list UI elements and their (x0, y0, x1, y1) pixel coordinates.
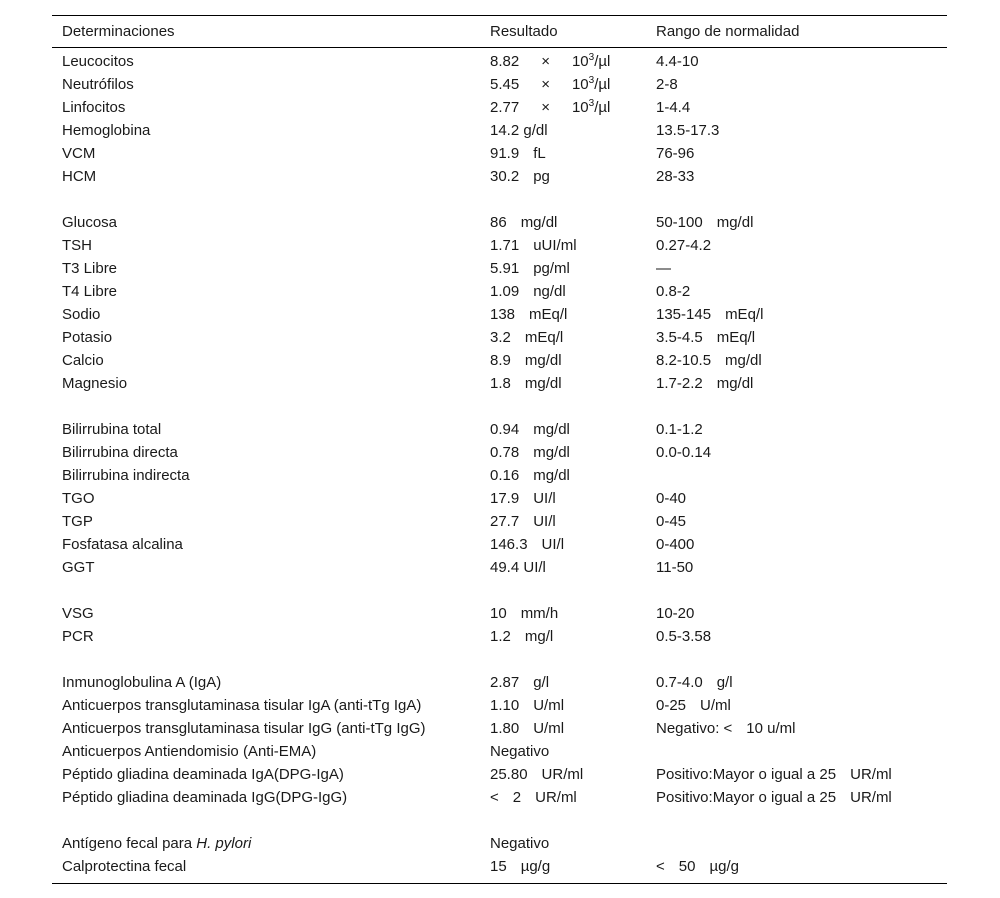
row-range: 4.4-10 (656, 53, 699, 70)
row-result (490, 694, 564, 717)
row-range (656, 694, 731, 717)
range-value: 10-20 (656, 605, 695, 622)
table-header (52, 16, 947, 47)
result-unit: UI/l (533, 513, 556, 530)
row-name: Potasio (62, 329, 113, 346)
range-unit: g/l (716, 674, 733, 691)
row-name: Fosfatasa alcalina (62, 536, 183, 553)
row-name: HCM (62, 168, 97, 185)
row-name: T4 Libre (62, 283, 118, 300)
row-name: Leucocitos (62, 53, 134, 70)
row-range (656, 234, 711, 257)
result-value: 0.16 (490, 467, 520, 484)
result-value: 91.9 (490, 145, 520, 162)
range-unit: µg/g (709, 858, 739, 875)
row-result (490, 142, 546, 165)
range-unit: 10 u/ml (746, 720, 796, 737)
row-name: T3 Libre (62, 260, 118, 277)
result-unit: 2 (512, 789, 522, 806)
row-result: $2.77 \times 10^3/\mu l$ (490, 98, 611, 116)
row-result (490, 740, 549, 763)
row-name: Neutrófilos (62, 76, 134, 93)
row-range (656, 510, 686, 533)
range-value: 0.1-1.2 (656, 421, 703, 438)
row-result (490, 487, 556, 510)
row-result (490, 211, 557, 234)
row-result (490, 464, 570, 487)
result-unit: mg/dl (533, 444, 570, 461)
range-unit: mEq/l (725, 306, 764, 323)
row-range (656, 349, 762, 372)
table-row (52, 142, 947, 165)
result-value: 49.4 UI/l (490, 559, 546, 576)
range-unit: U/ml (700, 697, 731, 714)
range-value: 3.5-4.5 (656, 329, 703, 346)
result-value: 10 (490, 605, 507, 622)
range-value: — (656, 260, 671, 277)
row-result (490, 717, 564, 740)
row-name: Péptido gliadina deaminada IgG(DPG-IgG) (62, 789, 348, 806)
table-row (52, 257, 947, 280)
result-value: 146.3 (490, 536, 528, 553)
row-result (490, 257, 570, 280)
range-value: 0-45 (656, 513, 687, 530)
row-range (656, 119, 719, 142)
row-range (656, 303, 763, 326)
result-value: 2.87 (490, 674, 520, 691)
result-value: 15 (490, 858, 507, 875)
row-name: Anticuerpos transglutaminasa tisular IgG (anti-tTg IgG) (62, 720, 426, 737)
row-name: Glucosa (62, 214, 118, 231)
result-value: 1.2 (490, 628, 511, 645)
range-value: 0.8-2 (656, 283, 691, 300)
range-unit: mg/dl (716, 214, 754, 231)
table-row (52, 280, 947, 303)
result-value: 1.8 (490, 375, 511, 392)
range-value: 135-145 (656, 306, 712, 323)
result-unit: mg/dl (524, 352, 562, 369)
result-unit: pg/ml (533, 260, 570, 277)
row-result (490, 625, 553, 648)
table-row (52, 303, 947, 326)
section-spacer (52, 579, 947, 602)
row-range (656, 602, 694, 625)
table-row (52, 602, 947, 625)
row-result (490, 234, 577, 257)
range-value: Negativo: < (656, 720, 733, 737)
row-range (656, 625, 711, 648)
result-unit: mEq/l (529, 306, 568, 323)
result-value: 0.78 (490, 444, 520, 461)
range-lt: < (656, 858, 665, 875)
result-unit: mg/dl (533, 467, 570, 484)
row-name: TSH (62, 237, 92, 254)
row-range (656, 280, 690, 303)
table-row (52, 211, 947, 234)
table-row (52, 96, 947, 119)
table-row (52, 119, 947, 142)
result-value: 1.10 (490, 697, 520, 714)
range-value: 76-96 (656, 145, 695, 162)
row-range (656, 786, 892, 809)
row-range (656, 671, 733, 694)
range-value: 0-400 (656, 536, 695, 553)
row-range (656, 142, 694, 165)
row-result (490, 533, 564, 556)
row-result: Negativo (490, 835, 550, 852)
row-range (656, 257, 671, 280)
row-name: Inmunoglobulina A (IgA) (62, 674, 222, 691)
range-unit: mg/dl (725, 352, 762, 369)
row-range: 2-8 (656, 76, 678, 93)
table-row (52, 763, 947, 786)
result-value: < (490, 789, 499, 806)
row-result (490, 763, 583, 786)
result-unit: UI/l (541, 536, 565, 553)
row-name: TGP (62, 513, 93, 530)
result-unit: fL (533, 145, 546, 162)
table-row (52, 372, 947, 395)
result-unit: mg/dl (524, 375, 562, 392)
header-rango: Rango de normalidad (656, 23, 800, 40)
row-range (656, 165, 694, 188)
header-resultado: Resultado (490, 23, 558, 40)
table-row (52, 349, 947, 372)
row-name: GGT (62, 559, 95, 576)
table-row (52, 671, 947, 694)
result-unit: mm/h (520, 605, 559, 622)
range-unit: UR/ml (850, 766, 892, 783)
row-name: Calcio (62, 352, 104, 369)
range-value: 50 (678, 858, 696, 875)
row-name: Anticuerpos Antiendomisio (Anti-EMA) (62, 743, 317, 760)
row-result (490, 602, 558, 625)
table-row (52, 487, 947, 510)
row-range (656, 717, 796, 740)
table-row (52, 50, 947, 73)
row-result (490, 855, 550, 878)
result-value: 5.91 (490, 260, 520, 277)
range-value: 8.2-10.5 (656, 352, 712, 369)
row-range (656, 326, 755, 349)
result-unit: U/ml (533, 697, 565, 714)
result-value: 1.71 (490, 237, 520, 254)
range-value: 11-50 (656, 559, 694, 576)
result-unit: mg/dl (520, 214, 558, 231)
table-bottom-rule (52, 883, 947, 884)
result-value: 1.09 (490, 283, 520, 300)
row-range (656, 556, 693, 579)
range-value: 0.7-4.0 (656, 674, 703, 691)
row-name: TGO (62, 490, 95, 507)
result-value: 30.2 (490, 168, 520, 185)
section-spacer (52, 395, 947, 418)
table-row (52, 855, 947, 878)
table-body (52, 48, 947, 883)
table-row (52, 441, 947, 464)
section-spacer (52, 648, 947, 671)
result-value: 8.9 (490, 352, 511, 369)
row-range (656, 487, 686, 510)
table-row (52, 717, 947, 740)
table-row (52, 464, 947, 487)
table-row (52, 625, 947, 648)
table-row (52, 556, 947, 579)
result-unit: mEq/l (524, 329, 564, 346)
table-row (52, 165, 947, 188)
row-result (490, 372, 562, 395)
range-value: 13.5-17.3 (656, 122, 720, 139)
range-unit: mEq/l (716, 329, 756, 346)
result-value: 14.2 g/dl (490, 122, 548, 139)
row-range (656, 211, 753, 234)
lab-results-table (52, 15, 947, 884)
table-row (52, 533, 947, 556)
result-value: 86 (490, 214, 507, 231)
row-name: VCM (62, 145, 96, 162)
row-name: PCR (62, 628, 94, 645)
table-row (52, 418, 947, 441)
result-unit: mg/l (524, 628, 554, 645)
row-range (656, 763, 892, 786)
result-value: Negativo (490, 743, 550, 760)
table-row (52, 740, 947, 763)
result-value: 0.94 (490, 421, 520, 438)
row-result (490, 303, 567, 326)
section-spacer (52, 188, 947, 211)
row-result (490, 119, 548, 142)
row-result (490, 326, 563, 349)
row-name: Sodio (62, 306, 101, 323)
result-unit: UR/ml (541, 766, 584, 783)
range-value: 0-25 (656, 697, 687, 714)
result-value: 1.80 (490, 720, 520, 737)
row-result (490, 441, 570, 464)
table-row (52, 234, 947, 257)
row-name: Hemoglobina (62, 122, 151, 139)
result-unit: UI/l (533, 490, 556, 507)
row-name: Calprotectina fecal (62, 858, 187, 875)
result-unit: µg/g (520, 858, 551, 875)
row-result: $5.45 \times 10^3/\mu l$ (490, 75, 611, 93)
range-value: 0.5-3.58 (656, 628, 712, 645)
row-name: Bilirrubina total (62, 421, 162, 438)
row-name: Péptido gliadina deaminada IgA(DPG-IgA) (62, 766, 344, 783)
result-value: 25.80 (490, 766, 528, 783)
row-result (490, 671, 549, 694)
row-name: Magnesio (62, 375, 128, 392)
header-determinaciones: Determinaciones (62, 23, 175, 40)
row-result (490, 510, 556, 533)
result-value: 17.9 (490, 490, 520, 507)
row-name: Bilirrubina indirecta (62, 467, 190, 484)
row-result: $8.82 \times 10^3/\mu l$ (490, 52, 611, 70)
row-name: Anticuerpos transglutaminasa tisular IgA (anti-tTg IgA) (62, 697, 422, 714)
table-row (52, 694, 947, 717)
table-row (52, 326, 947, 349)
result-unit: g/l (533, 674, 550, 691)
pylori-prefix: Antígeno fecal para (62, 835, 197, 852)
row-range (656, 372, 753, 395)
range-value: 28-33 (656, 168, 695, 185)
range-value: Positivo:Mayor o igual a 25 (656, 789, 837, 806)
range-value: Positivo:Mayor o igual a 25 (656, 766, 837, 783)
table-row (52, 73, 947, 96)
row-range (656, 418, 703, 441)
section-spacer (52, 809, 947, 832)
row-range (656, 533, 694, 556)
row-result (490, 280, 566, 303)
row-name: VSG (62, 605, 94, 622)
result-unit: UR/ml (535, 789, 577, 806)
row-range (656, 855, 739, 878)
range-value: 0.27-4.2 (656, 237, 712, 254)
row-name: Bilirrubina directa (62, 444, 178, 461)
row-result (490, 165, 550, 188)
row-result (490, 556, 546, 579)
result-unit: ng/dl (533, 283, 566, 300)
result-value: 3.2 (490, 329, 511, 346)
table-row (52, 510, 947, 533)
table-row (52, 832, 947, 855)
row-result (490, 786, 577, 809)
result-unit: pg (533, 168, 550, 185)
range-unit: UR/ml (850, 789, 892, 806)
row-result (490, 349, 562, 372)
result-unit: mg/dl (533, 421, 570, 438)
row-range: 1-4.4 (656, 99, 691, 116)
result-value: 27.7 (490, 513, 520, 530)
row-name (62, 832, 251, 855)
result-value: 138 (490, 306, 516, 323)
range-value: 1.7-2.2 (656, 375, 703, 392)
range-value: 0-40 (656, 490, 687, 507)
pylori-species: H. pylori (196, 835, 252, 852)
range-value: 0.0-0.14 (656, 444, 712, 461)
range-value: 50-100 (656, 214, 703, 231)
result-unit: U/ml (533, 720, 565, 737)
row-name: Linfocitos (62, 99, 126, 116)
result-unit: uUI/ml (533, 237, 577, 254)
row-range (656, 441, 711, 464)
table-row (52, 786, 947, 809)
row-result (490, 418, 570, 441)
range-unit: mg/dl (716, 375, 754, 392)
